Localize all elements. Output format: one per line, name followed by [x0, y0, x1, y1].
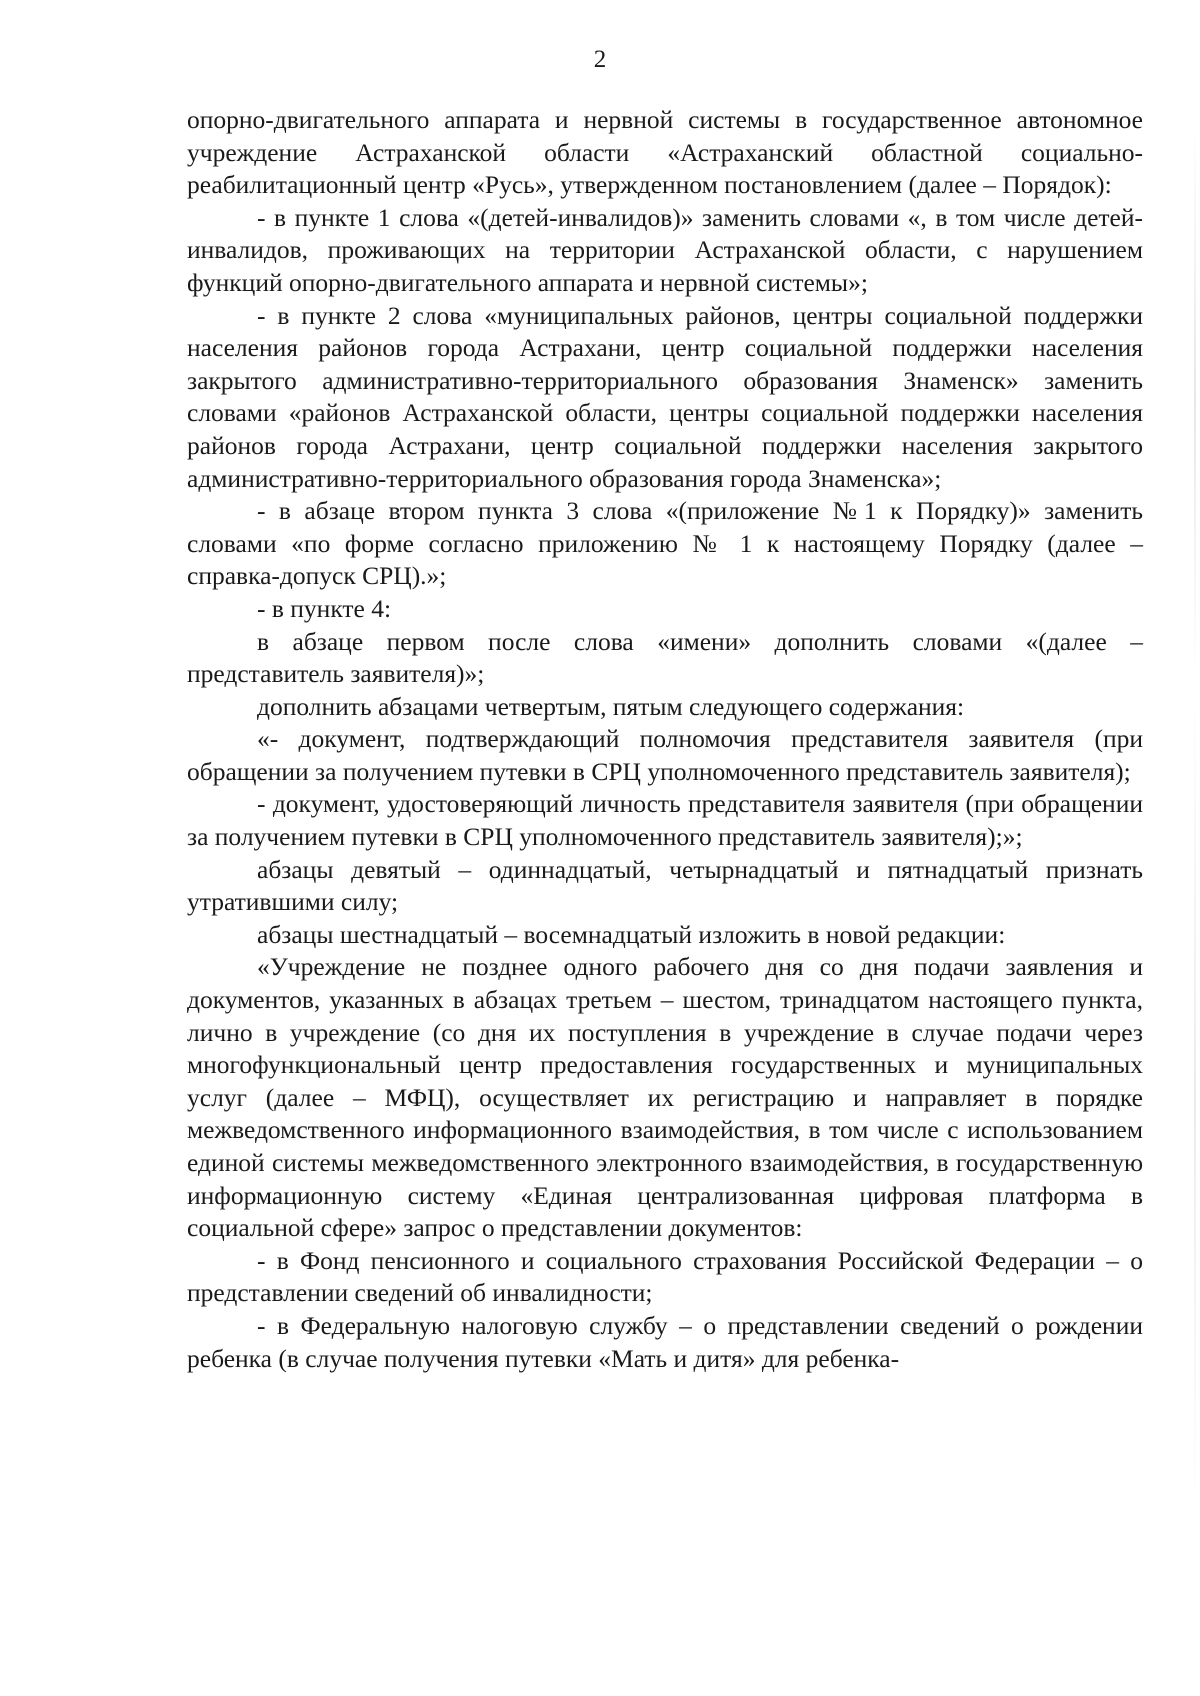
paragraph-new-edition: абзацы шестнадцатый – восемнадцатый изложить в новой редакции: — [257, 919, 1006, 949]
paragraph-item-4: - в пункте 4: — [257, 593, 392, 623]
document-body — [187, 104, 1143, 1375]
paragraph-quote-1: «- документ, подтверждающий полномочия представителя заявителя (при обращении за получением путевки в СРЦ уполномоченного представитель заявителя); — [187, 724, 1143, 786]
paragraph-institution: «Учреждение не позднее одного рабочего дня со дня подачи заявления и документов, указанных в абзацах третьем – шестом, тринадцатом настоящего пункта, лично в учреждение (со дня их поступления в учреждение в случае подачи через многофункциональный центр предоставления государственных и муниципальных услуг (далее – МФЦ), осуществляет их регистрацию и направляет в порядке межведомственного информационного взаимодействия, в том числе с использованием единой системы межведомственного электронного взаимодействия, в государственную информационную систему «Единая централизованная цифровая платформа в социальной сфере» запрос о представлении документов: — [187, 952, 1143, 1243]
paragraph-tax-service: - в Федеральную налоговую службу – о представлении сведений о рождении ребенка (в случае получения путевки «Мать и дитя» для ребенка- — [187, 1310, 1143, 1373]
page-number: 2 — [593, 46, 607, 73]
paragraph-item-3: - в абзаце втором пункта 3 слова «(приложение №1 к Порядку)» заменить словами «по форме согласно приложению № 1 к настоящему Порядку (далее – справка-допуск СРЦ).»; — [187, 496, 1143, 591]
paragraph-continuation: опорно-двигательного аппарата и нервной системы в государственное автономное учреждение Астраханской области «Астраханский областной социально-реабилитационный центр «Русь», утвержденном постановлением (далее – Порядок): — [187, 105, 1143, 200]
paragraph-repeal: абзацы девятый – одиннадцатый, четырнадцатый и пятнадцатый признать утратившими силу; — [187, 854, 1143, 917]
paragraph-quote-2: - документ, удостоверяющий личность представителя заявителя (при обращении за получением путевки в СРЦ уполномоченного представитель заявителя);»; — [187, 789, 1143, 852]
paragraph-item-1: - в пункте 1 слова «(детей-инвалидов)» заменить словами «, в том числе детей-инвалидов, проживающих на территории Астраханской области, с нарушением функций опорно-двигательного аппарата и нервной системы»; — [187, 202, 1143, 297]
scan-edge-shadow — [1194, 120, 1196, 1520]
paragraph-pension-fund: - в Фонд пенсионного и социального страхования Российской Федерации – о представлении сведений об инвалидности; — [187, 1245, 1143, 1308]
paragraph-item-4-b: дополнить абзацами четвертым, пятым следующего содержания: — [257, 691, 965, 721]
paragraph-item-4-a: в абзаце первом после слова «имени» дополнить словами «(далее – представитель заявителя)»; — [187, 626, 1143, 689]
paragraph-item-2: - в пункте 2 слова «муниципальных районов, центры социальной поддержки населения районов города Астрахани, центр социальной поддержки населения закрытого административно-территориального образования Знаменск» заменить словами «районов Астраханской области, центры социальной поддержки населения районов города Астрахани, центр социальной поддержки населения закрытого административно-территориального образования города Знаменска»; — [187, 300, 1143, 493]
